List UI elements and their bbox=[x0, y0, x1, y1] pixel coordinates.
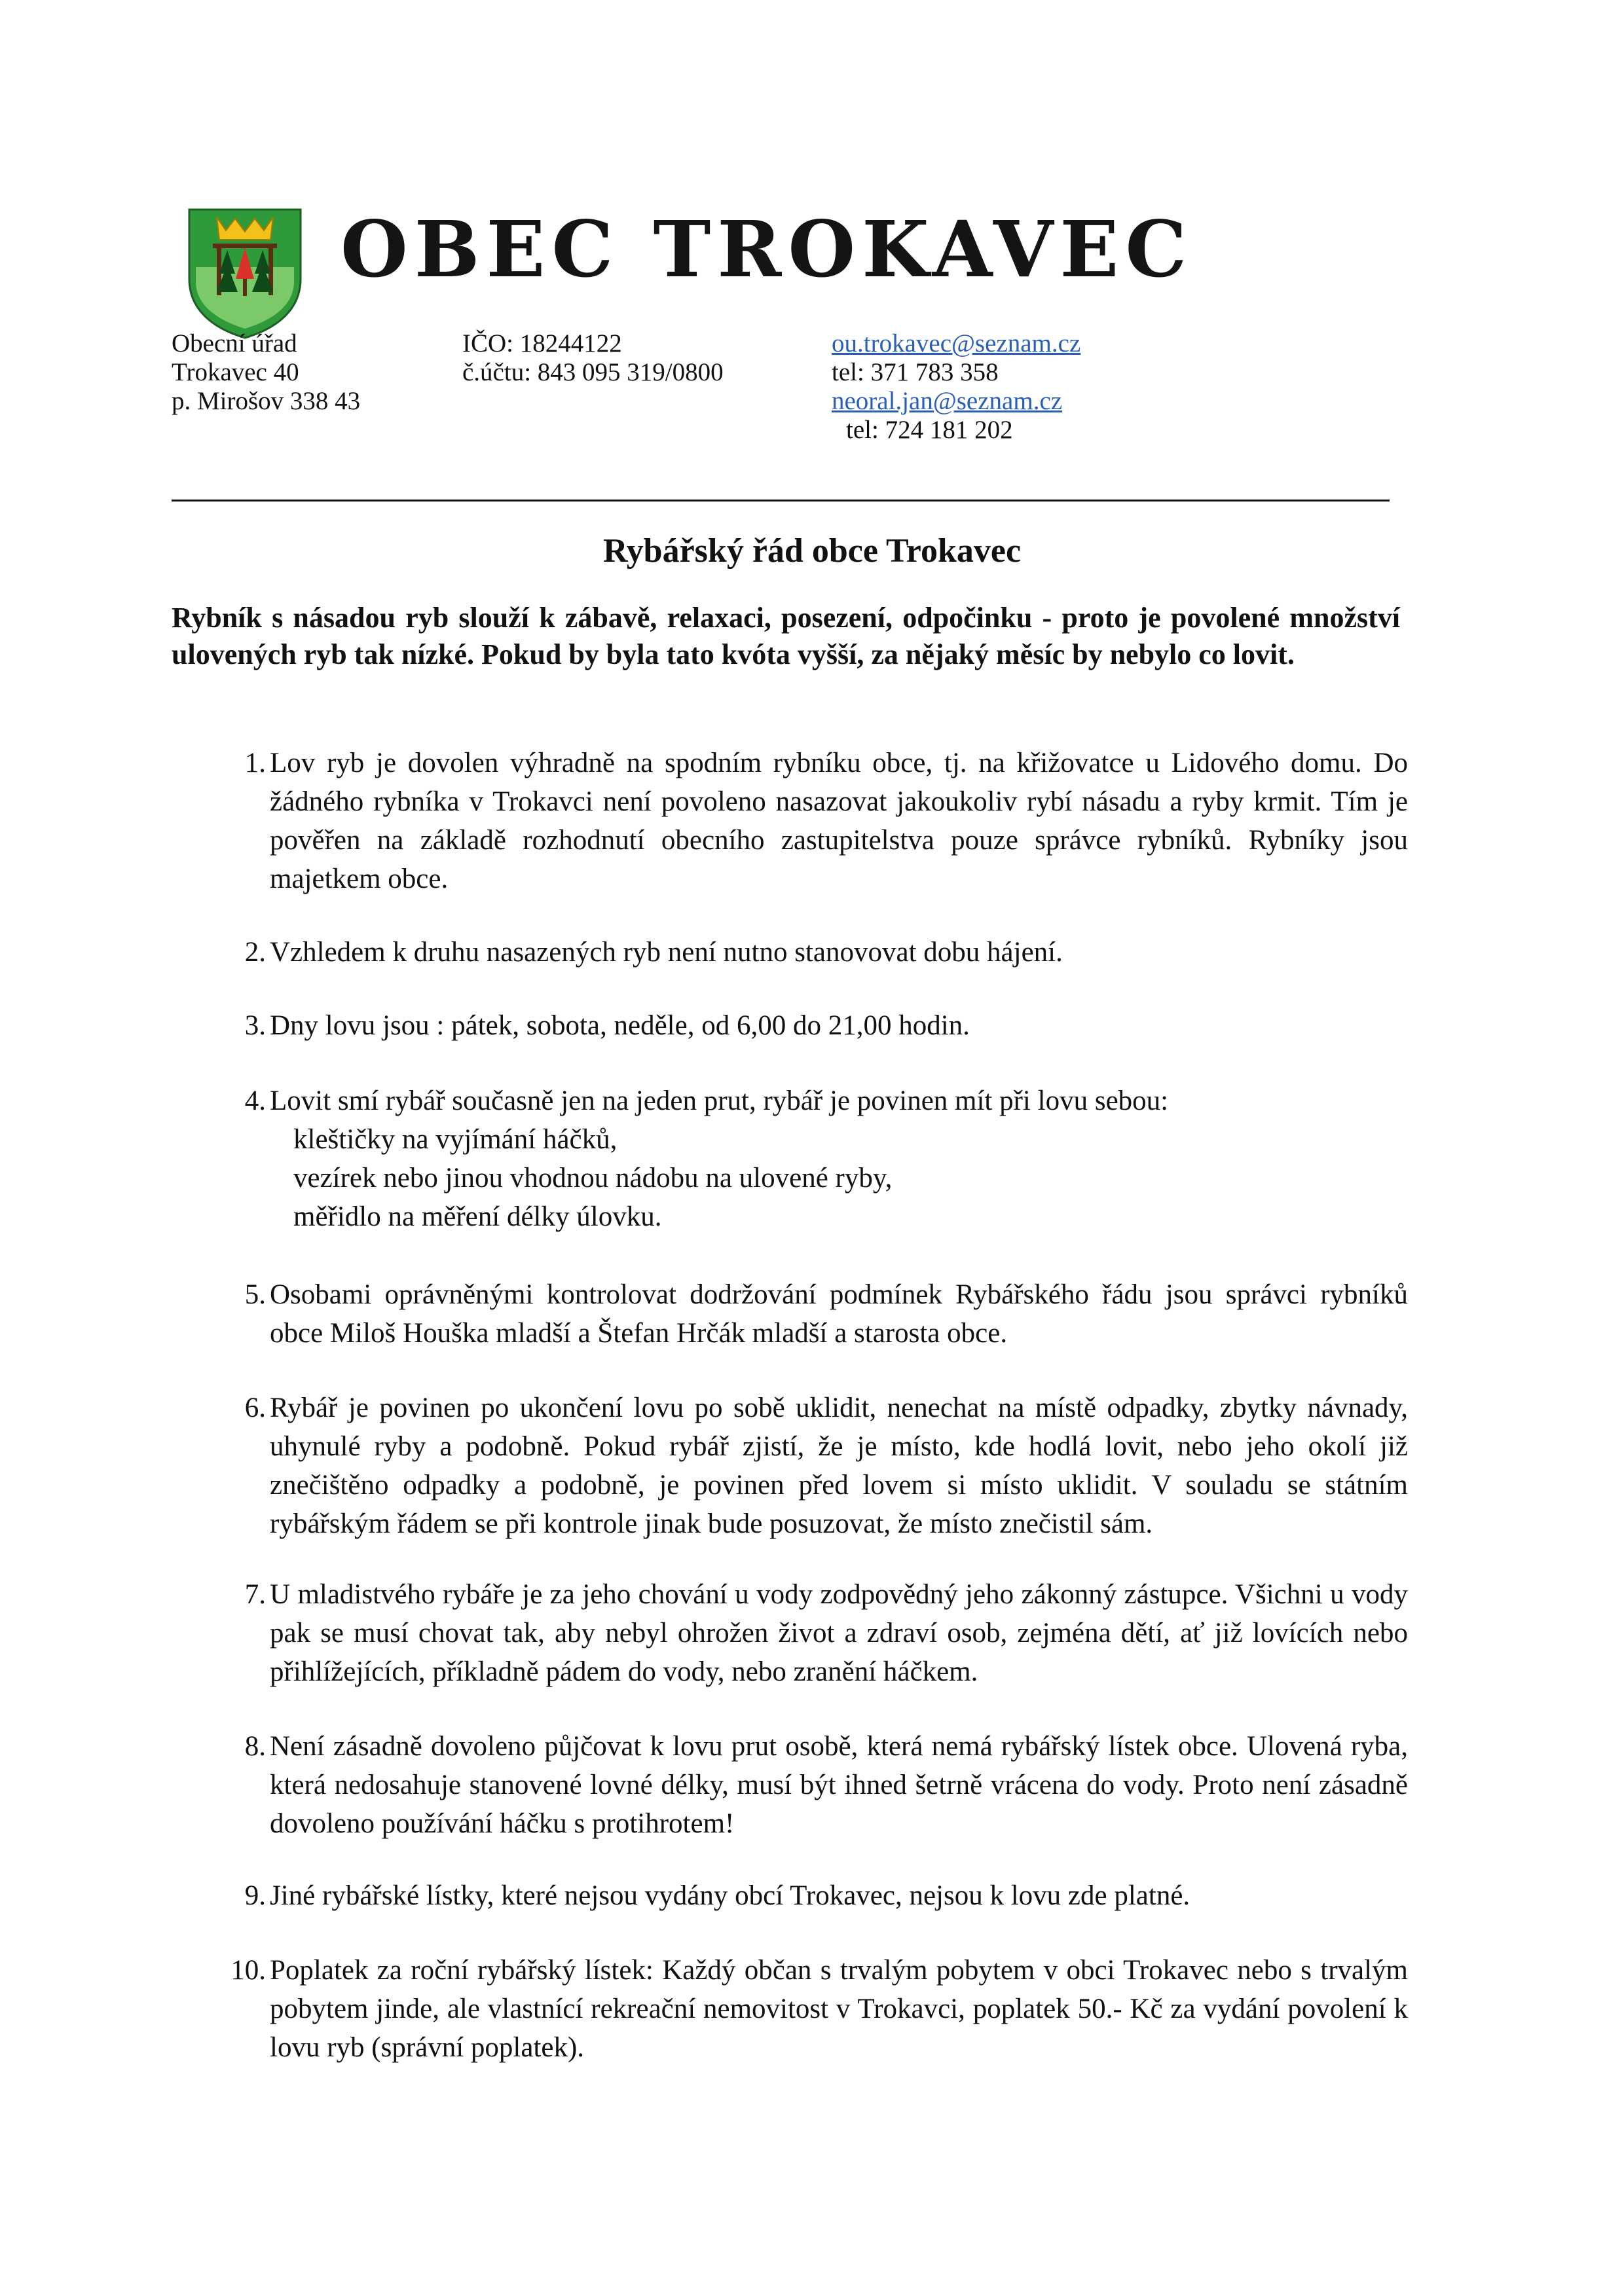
rule-item-4 bbox=[216, 1082, 1408, 1236]
rule-number: 2. bbox=[244, 937, 266, 968]
company-id: IČO: 18244122 bbox=[462, 329, 622, 357]
document-title: Rybářský řád obce Trokavec bbox=[602, 532, 1022, 570]
required-equipment-list bbox=[293, 1120, 1408, 1236]
municipality-title: OBEC TROKAVEC bbox=[341, 204, 1194, 295]
intro-paragraph: Rybník s násadou ryb slouží k zábavě, relaxaci, posezení, odpočinku - proto je povolené množství ulovených ryb tak nízké. Pokud by byla tato kvóta vyšší, za nějaký měsíc by nebylo co lovit. bbox=[172, 602, 1400, 670]
rule-text: Lov ryb je dovolen výhradně na spodním rybníku obce, tj. na křižovatce u Lidového domu. Do žádného rybníka v Trokavci není povoleno nasazovat jakoukoliv rybí násadu a ryby krmit. Tím je pověřen na základě rozhodnutí obecního zastupitelstva pouze správce rybníků. Rybníky jsou majetkem obce. bbox=[270, 748, 1408, 894]
address-line: Trokavec 40 bbox=[172, 358, 299, 386]
rule-text: Není zásadně dovoleno půjčovat k lovu prut osobě, která nemá rybářský lístek obce. Ulovená ryba, která nedosahuje stanovené lovné délky, musí být ihned šetrně vrácena do vody. Proto není zásadně dovoleno používání háčku s protihrotem! bbox=[270, 1731, 1408, 1839]
rule-number: 1. bbox=[244, 748, 266, 778]
bank-account: č.účtu: 843 095 319/0800 bbox=[462, 358, 724, 386]
rule-number: 10. bbox=[231, 1955, 266, 1986]
rule-text: Poplatek za roční rybářský lístek: Každý občan s trvalým pobytem v obci Trokavec nebo s trvalým pobytem jinde, ale vlastnící rekreační nemovitost v Trokavci, poplatek 50.- Kč za vydání povolení k lovu ryb (správní poplatek). bbox=[270, 1955, 1408, 2063]
rule-text: Rybář je povinen po ukončení lovu po sobě uklidit, nenechat na místě odpadky, zbytky návnady, uhynulé ryby a podobně. Pokud rybář zjistí, že je místo, kde hodlá lovit, nebo jeho okolí již znečištěno odpadky a podobně, je povinen před lovem si místo uklidit. V souladu se státním rybářským řádem se při kontrole jinak bude posuzovat, že místo znečistil sám. bbox=[270, 1393, 1408, 1539]
header-divider bbox=[172, 500, 1390, 501]
address-line: Obecní úřad bbox=[172, 329, 297, 357]
rule-number: 8. bbox=[244, 1731, 266, 1762]
rule-item-5 bbox=[216, 1275, 1408, 1353]
rule-number: 7. bbox=[244, 1579, 266, 1610]
rule-number: 3. bbox=[244, 1010, 266, 1041]
address-line: p. Mirošov 338 43 bbox=[172, 387, 361, 415]
list-item: měřidlo na měření délky úlovku. bbox=[293, 1201, 662, 1232]
registration-info bbox=[462, 329, 724, 387]
mayor-email-link[interactable]: neoral.jan@seznam.cz bbox=[832, 387, 1063, 415]
office-email-link[interactable]: ou.trokavec@seznam.cz bbox=[832, 329, 1081, 357]
rule-item-7 bbox=[216, 1575, 1408, 1691]
rule-number: 5. bbox=[244, 1279, 266, 1310]
rule-number: 9. bbox=[244, 1880, 266, 1911]
rule-item-2 bbox=[216, 933, 1408, 972]
municipal-crest-logo bbox=[187, 208, 303, 339]
office-phone: tel: 371 783 358 bbox=[832, 358, 999, 386]
rule-item-1 bbox=[216, 744, 1408, 898]
rule-number: 6. bbox=[244, 1393, 266, 1423]
rule-text: Jiné rybářské lístky, které nejsou vydány obcí Trokavec, nejsou k lovu zde platné. bbox=[270, 1880, 1190, 1911]
mayor-phone: tel: 724 181 202 bbox=[846, 416, 1013, 444]
office-address bbox=[172, 329, 360, 416]
rule-text: Dny lovu jsou : pátek, sobota, neděle, od 6,00 do 21,00 hodin. bbox=[270, 1010, 970, 1041]
rule-item-3 bbox=[216, 1006, 1408, 1045]
rule-number: 4. bbox=[244, 1085, 266, 1116]
rule-item-9 bbox=[216, 1876, 1408, 1915]
rule-item-6 bbox=[216, 1389, 1408, 1543]
rule-text: U mladistvého rybáře je za jeho chování u vody zodpovědný jeho zákonný zástupce. Všichni u vody pak se musí chovat tak, aby nebyl ohrožen život a zdraví osob, zejména dětí, ať již lovících nebo přihlížejících, příkladně pádem do vody, nebo zranění háčkem. bbox=[270, 1579, 1408, 1687]
rule-item-10 bbox=[216, 1951, 1408, 2067]
contact-info bbox=[832, 329, 1080, 445]
rule-text: Lovit smí rybář současně jen na jeden prut, rybář je povinen mít při lovu sebou: bbox=[270, 1085, 1169, 1116]
rule-item-8 bbox=[216, 1727, 1408, 1843]
list-item: kleštičky na vyjímání háčků, bbox=[293, 1124, 618, 1155]
list-item: vezírek nebo jinou vhodnou nádobu na ulovené ryby, bbox=[293, 1163, 893, 1194]
rule-text: Vzhledem k druhu nasazených ryb není nutno stanovovat dobu hájení. bbox=[270, 937, 1063, 968]
rule-text: Osobami oprávněnými kontrolovat dodržování podmínek Rybářského řádu jsou správci rybníků obce Miloš Houška mladší a Štefan Hrčák mladší a starosta obce. bbox=[270, 1279, 1408, 1349]
